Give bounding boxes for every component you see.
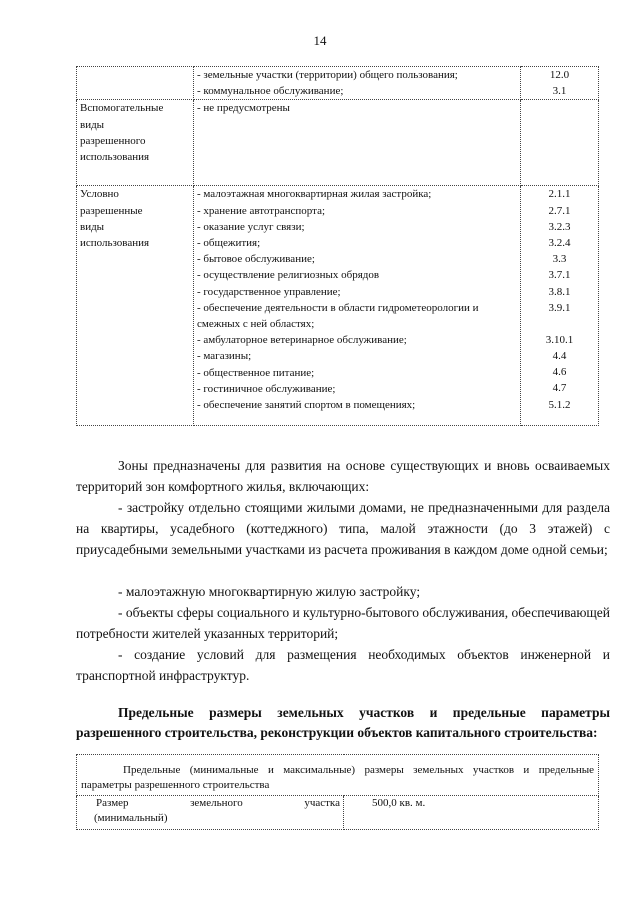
use-code: 3.7.1 [548,269,571,282]
zoning-table [76,66,599,426]
table-row [77,67,599,100]
body-list-item: - малоэтажную многоквартирную жилую застройку; [118,584,421,599]
use-code: 3.1 [552,85,567,98]
use-code: 4.7 [552,382,567,395]
use-code: 5.1.2 [548,398,571,411]
page-number: 14 [313,33,327,48]
category-label: использования [80,237,150,250]
use-item: - земельные участки (территории) общего пользования; [197,69,458,81]
use-code: 4.6 [552,366,567,379]
use-item: - государственное управление; [197,285,341,298]
category-label: разрешенного [80,134,146,147]
body-list-item: - застройку отдельно стоящими жилыми домами, не предназначенными для раздела на квартиры, усадебного (коттеджного) типа, малой этажности (до 3 этажей) с приусадебными земельными участками из расчета проживания в каждом доме одной семьи; [76,500,610,557]
codes-cell [521,186,599,426]
use-item: - осуществление религиозных обрядов [197,269,380,282]
table-row [77,755,599,796]
use-item: - оказание услуг связи; [197,220,305,233]
use-item: - магазины; [197,350,252,363]
limits-label-cell [77,796,344,830]
body-intro: Зоны предназначены для развития на основе существующих и вновь осваиваемых территорий зон комфортного жилья, включающих: [76,458,610,494]
use-code: 2.1.1 [548,188,571,201]
category-cell [77,100,194,186]
limits-row-label-sub: (минимальный) [94,812,168,824]
limits-row-value: 500,0 кв. м. [372,797,426,809]
category-cell [77,67,194,100]
uses-cell [194,67,521,100]
uses-cell [194,186,521,426]
table-row [77,186,599,426]
section-heading: Предельные размеры земельных участков и предельные параметры разрешенного строительства, реконструкции объектов капитального строительства: [76,705,610,740]
category-cell [77,186,194,426]
use-code: 3.2.3 [548,220,571,233]
use-code: 12.0 [549,69,570,81]
codes-cell [521,67,599,100]
use-item: - обеспечение деятельности в области гидрометеорологии и смежных с ней областях; [197,301,479,331]
use-item: - обеспечение занятий спортом в помещениях; [197,399,416,412]
body-list-item: - создание условий для размещения необходимых объектов инженерной и транспортной инфраструктур. [76,647,610,683]
limits-table [76,754,599,830]
category-label: разрешенные [80,204,143,217]
body-list-item: - объекты сферы социального и культурно-бытового обслуживания, обеспечивающей потребности жителей указанных территорий; [76,605,611,641]
use-code: 3.10.1 [545,333,574,346]
use-item: - коммунальное обслуживание; [197,85,344,98]
use-code: 3.3 [552,253,567,266]
use-code: 3.9.1 [548,301,571,314]
use-item: - бытовое обслуживание; [197,253,315,266]
limits-row-label: Размер земельного участка [96,797,340,809]
use-item: - общественное питание; [197,366,315,379]
use-code: 4.4 [552,350,567,363]
use-item: - малоэтажная многоквартирная жилая застройка; [197,188,432,201]
table-row [77,100,599,186]
category-label: использования [80,151,150,164]
use-item: - не предусмотрены [197,102,290,115]
use-item: - амбулаторное ветеринарное обслуживание; [197,334,407,347]
use-item: - общежития; [197,237,261,250]
category-label: Условно [80,188,119,201]
table-row [77,796,599,830]
limits-value-cell [344,796,599,830]
use-item: - хранение автотранспорта; [197,204,326,217]
category-label: Вспомогательные [80,102,164,115]
use-code: 3.8.1 [548,285,571,298]
use-item: - гостиничное обслуживание; [197,382,336,395]
category-label: виды [80,220,105,233]
category-label: виды [80,118,105,131]
uses-cell [194,100,521,186]
codes-cell [521,100,599,186]
use-code: 3.2.4 [548,237,571,250]
limits-intro-cell: Предельные (минимальные и максимальные) размеры земельных участков и предельные параметры разрешенного строительства [77,755,599,796]
use-code: 2.7.1 [548,204,571,217]
